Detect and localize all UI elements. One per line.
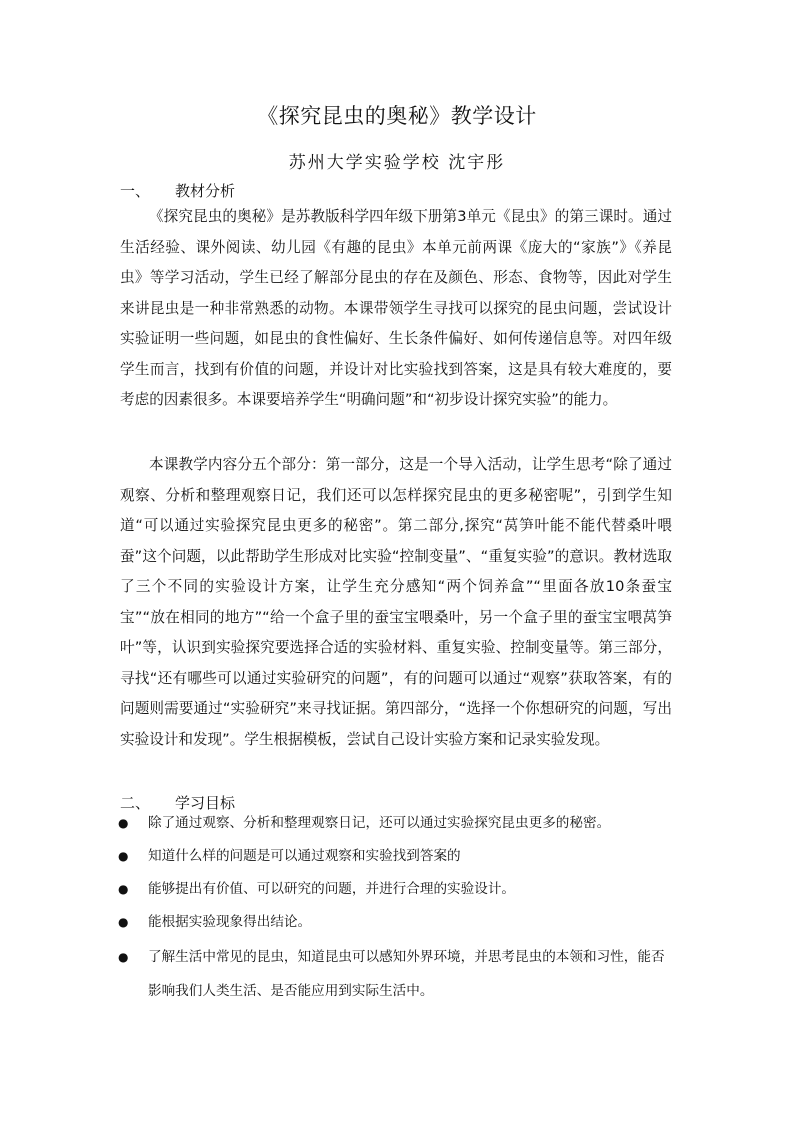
- document-title: 《探究昆虫的奥秘》教学设计: [257, 104, 537, 128]
- list-item: [118, 911, 678, 933]
- bullet-icon: ●: [118, 950, 129, 964]
- list-item: [118, 845, 678, 867]
- bullet-icon: ●: [118, 882, 129, 896]
- paragraph-materials-analysis: 《探究昆虫的奥秘》是苏教版科学四年级下册第3单元《昆虫》的第三课时。通过生活经验、课外阅读、幼儿园《有趣的昆虫》本单元前两课《庞大的“家族”》《养昆虫》等学习活动，学生已经了解部分昆虫的存在及颜色、形态、食物等，因此对学生来讲昆虫是一种非常熟悉的动物。本课带领学生寻找可以探究的昆虫问题，尝试设计实验证明一些问题，如昆虫的食性偏好、生长条件偏好、如何传递信息等。对四年级学生而言，找到有价值的问题，并设计对比实验找到答案，这是具有较大难度的，要考虑的因素很多。本课要培养学生“明确问题”和“初步设计探究实验”的能力。: [120, 208, 672, 408]
- section-number: 一、: [120, 182, 151, 200]
- bullet-icon: ●: [118, 849, 129, 863]
- section-title: 学习目标: [175, 794, 236, 812]
- list-item: [118, 940, 678, 1008]
- learning-goals-list: [118, 812, 678, 1019]
- goal-text: 了解生活中常见的昆虫，知道昆虫可以感知外界环境，并思考昆虫的本领和习性，能否影响我们人类生活、是否能应用到实际生活中。: [148, 949, 665, 999]
- goal-text: 知道什么样的问题是可以通过观察和实验找到答案的: [148, 848, 461, 864]
- goal-text: 除了通过观察、分析和整理观察日记，还可以通过实验探究昆虫更多的秘密。: [148, 815, 611, 831]
- paragraph-lesson-content: 本课教学内容分五个部分：第一部分，这是一个导入活动，让学生思考“除了通过观察、分析和整理观察日记，我们还可以怎样探究昆虫的更多秘密呢”，引到学生知道“可以通过实验探究昆虫更多的秘密”。第二部分,探究“莴笋叶能不能代替桑叶喂蚕”这个问题，以此帮助学生形成对比实验“控制变量”、“重复实验”的意识。教材选取了三个不同的实验设计方案，让学生充分感知“两个饲养盒”“里面各放10条蚕宝宝”“放在相同的地方”“给一个盒子里的蚕宝宝喂桑叶，另一个盒子里的蚕宝宝喂莴笋叶”等，认识到实验探究要选择合适的实验材料、重复实验、控制变量等。第三部分，寻找“还有哪些可以通过实验研究的问题”，有的问题可以通过“观察”获取答案，有的问题则需要通过“实验研究”来寻找证据。第四部分，“选择一个你想研究的问题，写出实验设计和发现”。学生根据模板，尝试自己设计实验方案和记录实验发现。: [120, 456, 672, 748]
- author-line: 苏州大学实验学校 沈宇彤: [288, 153, 506, 173]
- list-item: [118, 878, 678, 900]
- section-heading-materials: [120, 180, 235, 201]
- list-item: [118, 812, 678, 834]
- bullet-icon: ●: [118, 816, 129, 830]
- goal-text: 能根据实验现象得出结论。: [148, 914, 312, 930]
- section-heading-goals: [120, 792, 235, 813]
- section-title: 教材分析: [175, 182, 236, 200]
- section-number: 二、: [120, 794, 151, 812]
- bullet-icon: ●: [118, 915, 129, 929]
- goal-text: 能够提出有价值、可以研究的问题，并进行合理的实验设计。: [148, 881, 516, 897]
